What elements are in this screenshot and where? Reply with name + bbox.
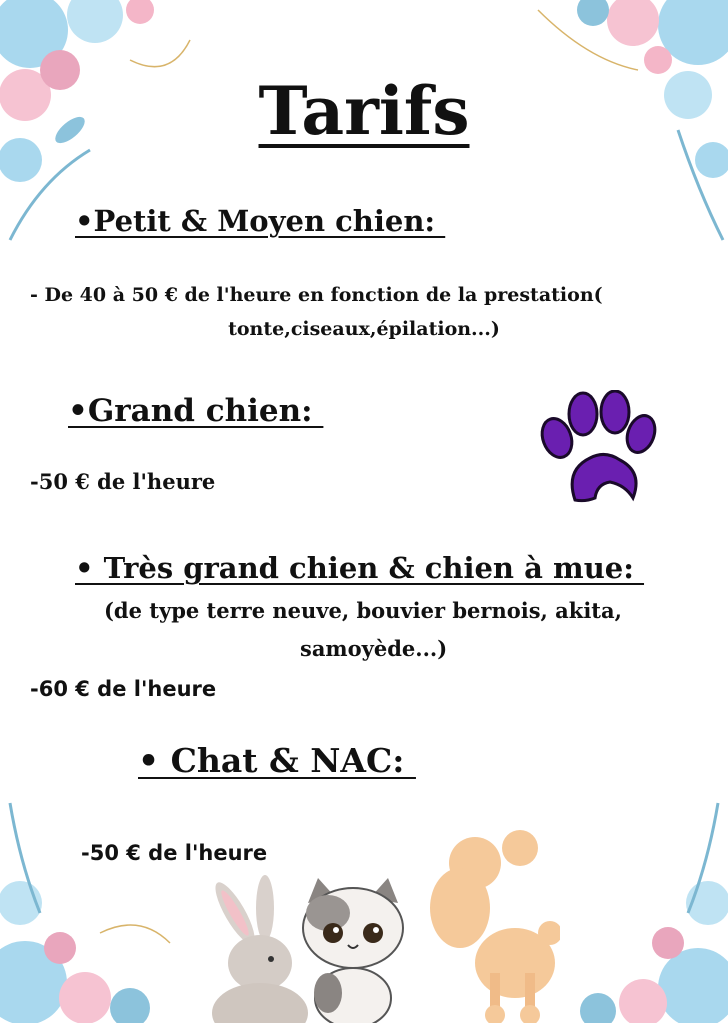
price-small-medium-dog-line1: - De 40 à 50 € de l'heure en fonction de la prestation( [30,284,603,306]
price-cat-nac: -50 € de l'heure [81,841,268,865]
note-very-large-dog-line2: samoyède...) [300,636,448,661]
floral-corner-bottom-left [0,783,190,1023]
floral-corner-bottom-right [538,783,728,1023]
page-title: Tarifs [258,72,470,150]
note-very-large-dog-line1: (de type terre neuve, bouvier bernois, akita, [104,598,622,623]
price-very-large-dog: -60 € de l'heure [30,677,217,701]
heading-small-medium-dog: •Petit & Moyen chien: [75,204,446,238]
paw-print-icon [535,390,665,510]
heading-cat-nac: • Chat & NAC: [138,741,416,780]
heading-very-large-dog: • Très grand chien & chien à mue: [75,551,645,585]
heading-large-dog: •Grand chien: [68,393,324,429]
price-small-medium-dog-line2: tonte,ciseaux,épilation...) [228,318,500,340]
poodle-illustration [420,823,560,1023]
price-large-dog: -50 € de l'heure [30,469,216,494]
kitten-illustration [288,873,418,1023]
